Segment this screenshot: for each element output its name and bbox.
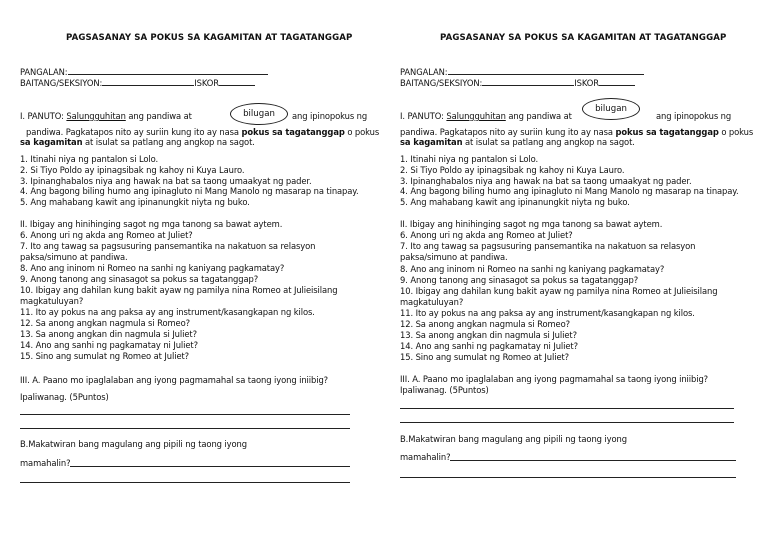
name-field[interactable]	[20, 66, 268, 77]
list-item: 4. Ang bagong biling humo ang ipinagluto ni Mang Manolo ng masarap na tinapay.	[20, 186, 359, 196]
part3-b-question: B.Makatwiran bang magulang ang pipili ng taong iyong	[20, 439, 247, 449]
list-item: 14. Ano ang sanhi ng pagkamatay ni Juliet?	[20, 340, 198, 350]
list-item: 12. Sa anong angkan nagmula si Romeo?	[400, 319, 570, 329]
bilugan-oval: bilugan	[582, 98, 640, 120]
list-item: paksa/simuno at pandiwa.	[400, 252, 508, 262]
list-item: paksa/simuno at pandiwa.	[20, 252, 128, 262]
list-item: 3. Ipinanghabalos niya ang hawak na bat sa taong umaakyat ng pader.	[400, 176, 692, 186]
list-item: 15. Sino ang sumulat ng Romeo at Juliet?	[20, 351, 190, 361]
bilugan-oval: bilugan	[230, 103, 288, 125]
score-blank[interactable]	[219, 77, 255, 86]
list-item: 1. Itinahi niya ng pantalon si Lolo.	[400, 154, 539, 164]
list-item: 15. Sino ang sumulat ng Romeo at Juliet?	[400, 352, 570, 362]
list-item: 7. Ito ang tawag sa pagsusuring pansemantika na nakatuon sa relasyon	[400, 241, 696, 251]
list-item: 2. Si Tiyo Poldo ay ipinagsibak ng kahoy ni Kuya Lauro.	[400, 165, 625, 175]
worksheet-left	[14, 0, 380, 543]
part3-b-question-cont: mamahalin?	[20, 458, 71, 468]
section-blank[interactable]	[482, 77, 574, 86]
worksheet-title: PAGSASANAY SA POKUS SA KAGAMITAN AT TAGATANGGAP	[440, 33, 727, 43]
section-label: BAITANG/SEKSIYON:	[20, 78, 103, 88]
part1-instruction-line1b: ang ipinopokus ng	[292, 111, 368, 121]
name-field[interactable]	[400, 66, 644, 77]
section-field[interactable]	[20, 77, 255, 88]
list-item: 1. Itinahi niya ng pantalon si Lolo.	[20, 154, 159, 164]
part1-instruction-line3: sa kagamitan at isulat sa patlang ang angkop na sagot.	[400, 137, 635, 147]
part3-heading: III. A. Paano mo ipaglalaban ang iyong pagmamahal sa taong iyong iniibig?	[20, 375, 329, 385]
part2-heading: II. Ibigay ang hinihinging sagot ng mga tanong sa bawat aytem.	[400, 219, 663, 229]
section-blank[interactable]	[102, 77, 194, 86]
name-blank[interactable]	[448, 66, 644, 75]
list-item: 6. Anong uri ng akda ang Romeo at Juliet?	[20, 230, 193, 240]
part3-instruction: Ipaliwanag. (5Puntos)	[400, 385, 489, 395]
name-blank[interactable]	[68, 66, 268, 75]
part3-b-question: B.Makatwiran bang magulang ang pipili ng taong iyong	[400, 434, 627, 444]
score-blank[interactable]	[599, 77, 635, 86]
list-item: 5. Ang mahabang kawit ang ipinanungkit niyta ng buko.	[20, 197, 250, 207]
list-item: magkatuluyan?	[20, 296, 84, 306]
answer-line[interactable]	[450, 460, 736, 461]
answer-line[interactable]	[20, 482, 350, 483]
list-item: 5. Ang mahabang kawit ang ipinanungkit niyta ng buko.	[400, 197, 630, 207]
name-label: PANGALAN:	[400, 67, 448, 77]
part3-instruction: Ipaliwanag. (5Puntos)	[20, 392, 109, 402]
answer-line[interactable]	[400, 408, 734, 409]
part3-b-question-cont: mamahalin?	[400, 452, 451, 462]
list-item: 9. Anong tanong ang sinasagot sa pokus sa tagatanggap?	[20, 274, 259, 284]
worksheet-right	[398, 0, 758, 543]
worksheet-title: PAGSASANAY SA POKUS SA KAGAMITAN AT TAGATANGGAP	[66, 33, 353, 43]
list-item: 11. Ito ay pokus na ang paksa ay ang instrument/kasangkapan ng kilos.	[20, 307, 315, 317]
list-item: 4. Ang bagong biling humo ang ipinagluto ni Mang Manolo ng masarap na tinapay.	[400, 186, 739, 196]
list-item: 2. Si Tiyo Poldo ay ipinagsibak ng kahoy ni Kuya Lauro.	[20, 165, 245, 175]
section-field[interactable]	[400, 77, 635, 88]
name-label: PANGALAN:	[20, 67, 68, 77]
section-label: BAITANG/SEKSIYON:	[400, 78, 483, 88]
part2-heading: II. Ibigay ang hinihinging sagot ng mga tanong sa bawat aytem.	[20, 219, 283, 229]
part1-instruction-line1: I. PANUTO: Salungguhitan ang pandiwa at	[400, 111, 572, 121]
list-item: 12. Sa anong angkan nagmula si Romeo?	[20, 318, 190, 328]
list-item: 10. Ibigay ang dahilan kung bakit ayaw ng pamilya nina Romeo at Julieisilang	[400, 286, 718, 296]
list-item: 7. Ito ang tawag sa pagsusuring pansemantika na nakatuon sa relasyon	[20, 241, 316, 251]
part1-instruction-line1b: ang ipinopokus ng	[656, 111, 732, 121]
part1-instruction-line2: pandiwa. Pagkatapos nito ay suriin kung ito ay nasa pokus sa tagatanggap o pokus	[26, 127, 380, 137]
answer-line[interactable]	[20, 414, 350, 415]
part3-heading: III. A. Paano mo ipaglalaban ang iyong pagmamahal sa taong iyong iniibig?	[400, 374, 709, 384]
list-item: 8. Ano ang ininom ni Romeo na sanhi ng kaniyang pagkamatay?	[20, 263, 285, 273]
part1-instruction-line1: I. PANUTO: Salungguhitan ang pandiwa at	[20, 111, 192, 121]
list-item: magkatuluyan?	[400, 297, 464, 307]
list-item: 3. Ipinanghabalos niya ang hawak na bat sa taong umaakyat ng pader.	[20, 176, 312, 186]
list-item: 6. Anong uri ng akda ang Romeo at Juliet?	[400, 230, 573, 240]
part1-instruction-line3: sa kagamitan at isulat sa patlang ang angkop na sagot.	[20, 137, 255, 147]
score-label: ISKOR	[194, 78, 219, 88]
list-item: 8. Ano ang ininom ni Romeo na sanhi ng kaniyang pagkamatay?	[400, 264, 665, 274]
part1-instruction-line2: pandiwa. Pagkatapos nito ay suriin kung ito ay nasa pokus sa tagatanggap o pokus	[400, 127, 754, 137]
list-item: 13. Sa anong angkan din nagmula si Juliet?	[400, 330, 577, 340]
answer-line[interactable]	[400, 477, 736, 478]
list-item: 14. Ano ang sanhi ng pagkamatay ni Juliet?	[400, 341, 578, 351]
list-item: 13. Sa anong angkan din nagmula si Juliet?	[20, 329, 197, 339]
answer-line[interactable]	[70, 466, 350, 467]
answer-line[interactable]	[20, 428, 350, 429]
answer-line[interactable]	[400, 422, 734, 423]
list-item: 9. Anong tanong ang sinasagot sa pokus sa tagatanggap?	[400, 275, 639, 285]
score-label: ISKOR	[574, 78, 599, 88]
list-item: 11. Ito ay pokus na ang paksa ay ang instrument/kasangkapan ng kilos.	[400, 308, 695, 318]
list-item: 10. Ibigay ang dahilan kung bakit ayaw ng pamilya nina Romeo at Julieisilang	[20, 285, 338, 295]
